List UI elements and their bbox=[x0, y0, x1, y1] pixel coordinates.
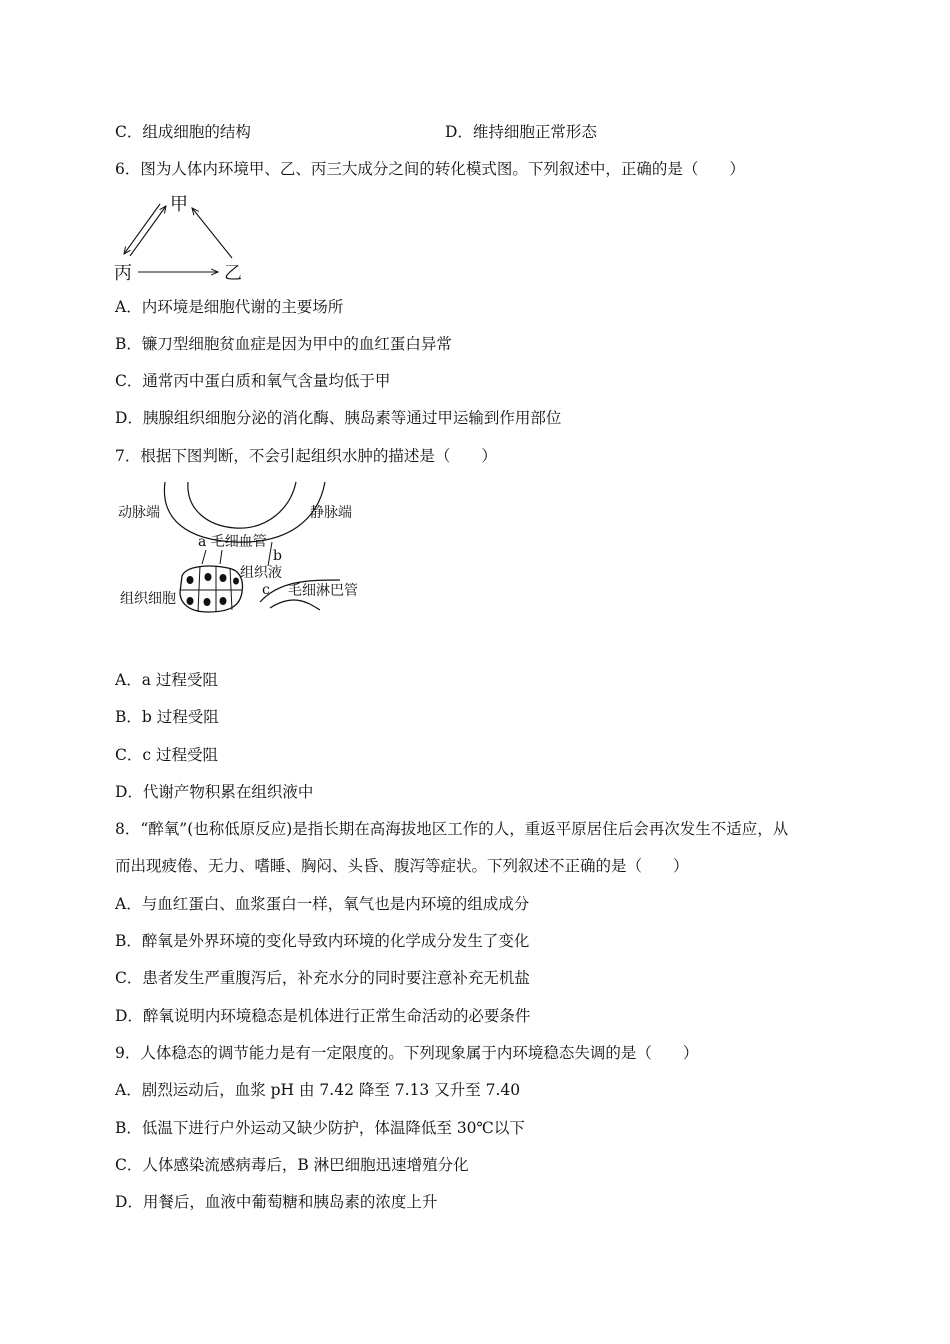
q6-label-bing: 丙 bbox=[114, 263, 132, 284]
q7-stem: 7．根据下图判断，不会引起组织水肿的描述是（ ） bbox=[115, 447, 497, 465]
tissue-cells bbox=[180, 566, 242, 612]
q9-option-a: A．剧烈运动后，血浆 pH 由 7.42 降至 7.13 又升至 7.40 bbox=[115, 1081, 521, 1099]
q9-stem: 9．人体稳态的调节能力是有一定限度的。下列现象属于内环境稳态失调的是（ ） bbox=[115, 1044, 699, 1062]
arrow-b bbox=[268, 542, 272, 566]
label-tissue-cell: 组织细胞 bbox=[120, 591, 176, 607]
q5-option-d: D．维持细胞正常形态 bbox=[445, 123, 597, 141]
label-tissue-fluid: 组织液 bbox=[240, 565, 282, 581]
arrow-jia-to-bing bbox=[124, 204, 160, 254]
q6-transformation-diagram bbox=[110, 192, 260, 284]
q6-option-a: A．内环境是细胞代谢的主要场所 bbox=[115, 298, 344, 316]
q6-stem: 6．图为人体内环境甲、乙、丙三大成分之间的转化模式图。下列叙述中，正确的是（ ） bbox=[115, 160, 745, 178]
arrow-a-1 bbox=[202, 550, 206, 564]
q8-option-b: B．醉氧是外界环境的变化导致内环境的化学成分发生了变化 bbox=[115, 932, 530, 950]
label-lymph-capillary: 毛细淋巴管 bbox=[288, 583, 358, 599]
q7-option-a: A．a 过程受阻 bbox=[115, 671, 218, 689]
q7-option-d: D．代谢产物积累在组织液中 bbox=[115, 783, 314, 801]
q9-option-b: B．低温下进行户外运动又缺少防护，体温降低至 30℃以下 bbox=[115, 1119, 525, 1137]
q6-label-yi: 乙 bbox=[224, 263, 242, 284]
label-c: c bbox=[262, 582, 270, 598]
q7-capillary-diagram bbox=[110, 480, 390, 620]
q5-option-c: C．组成细胞的结构 bbox=[115, 123, 251, 141]
q6-option-b: B．镰刀型细胞贫血症是因为甲中的血红蛋白异常 bbox=[115, 335, 452, 353]
q8-option-a: A．与血红蛋白、血浆蛋白一样，氧气也是内环境的组成成分 bbox=[115, 895, 530, 913]
q6-option-c: C．通常丙中蛋白质和氧气含量均低于甲 bbox=[115, 372, 391, 390]
q7-option-b: B．b 过程受阻 bbox=[115, 708, 219, 726]
q8-option-d: D．醉氧说明内环境稳态是机体进行正常生命活动的必要条件 bbox=[115, 1007, 531, 1025]
arrow-a-2 bbox=[220, 550, 222, 564]
arrow-bing-to-jia bbox=[130, 206, 166, 256]
q8-stem-line1: 8．“醉氧”(也称低原反应)是指长期在高海拔地区工作的人，重返平原居住后会再次发生不适应，从 bbox=[115, 820, 789, 838]
capillary-inner-wall bbox=[188, 482, 296, 528]
q7-option-c: C．c 过程受阻 bbox=[115, 746, 218, 764]
label-venous-end: 静脉端 bbox=[310, 505, 352, 521]
label-arterial-end: 动脉端 bbox=[118, 505, 160, 521]
q9-option-c: C．人体感染流感病毒后，B 淋巴细胞迅速增殖分化 bbox=[115, 1156, 469, 1174]
lymph-capillary-wall-lower bbox=[270, 600, 320, 610]
q8-stem-line2: 而出现疲倦、无力、嗜睡、胸闷、头昏、腹泻等症状。下列叙述不正确的是（ ） bbox=[115, 857, 689, 875]
label-capillary: a 毛细血管 bbox=[198, 534, 267, 550]
label-b: b bbox=[273, 548, 282, 564]
q9-option-d: D．用餐后，血液中葡萄糖和胰岛素的浓度上升 bbox=[115, 1193, 438, 1211]
arrow-yi-to-jia bbox=[192, 208, 232, 258]
q8-option-c: C．患者发生严重腹泻后，补充水分的同时要注意补充无机盐 bbox=[115, 969, 530, 987]
q6-option-d: D．胰腺组织细胞分泌的消化酶、胰岛素等通过甲运输到作用部位 bbox=[115, 409, 562, 427]
q6-label-jia: 甲 bbox=[170, 194, 188, 215]
